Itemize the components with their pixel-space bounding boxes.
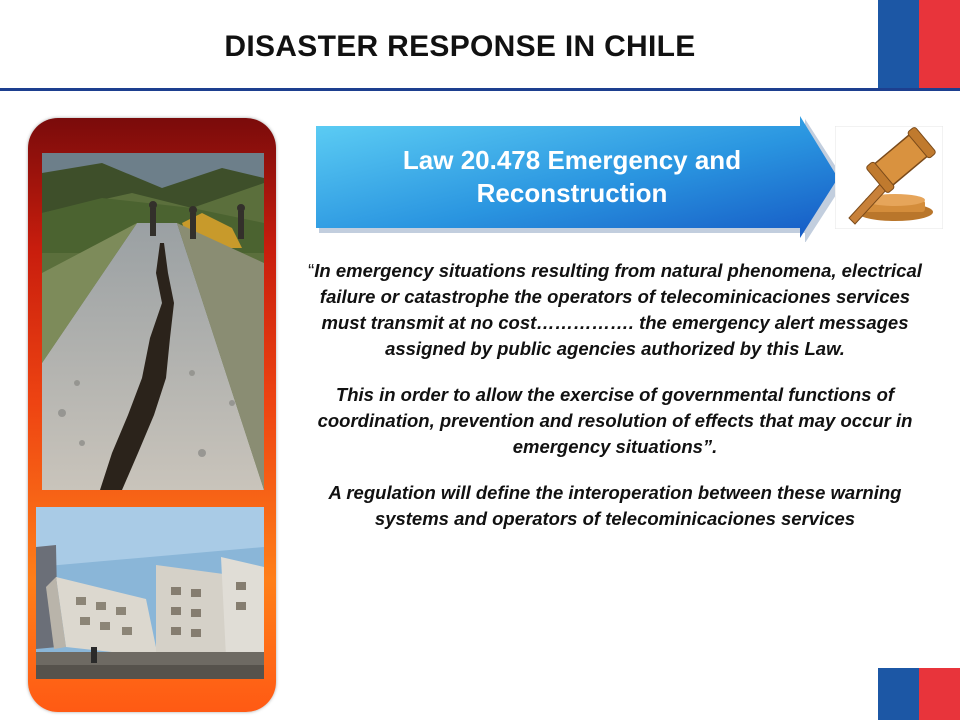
title-divider: [0, 88, 960, 91]
quote-paragraph-1-text: In emergency situations resulting from natural phenomena, electrical failure or catastrophe the operators of telecominicaciones services must transmit at no cost……………. the emergency alert messages assigned by public agencies authorized by this Law.: [314, 260, 922, 359]
law-title-line1: Law 20.478 Emergency and: [402, 145, 742, 175]
slide-title: DISASTER RESPONSE IN CHILE: [224, 30, 696, 63]
flag-blue-band: [878, 668, 919, 720]
quote-paragraph-2: This in order to allow the exercise of governmental functions of coordination, prevention and resolution of effects that may occur in emergency situations”.: [317, 384, 913, 457]
flag-red-band: [919, 0, 960, 90]
gavel-icon: [835, 126, 943, 229]
collapsed-building-photo: [36, 507, 264, 679]
quote-paragraph-3: A regulation will define the interoperation between these warning systems and operators of telecominicaciones services: [328, 482, 902, 529]
law-title: [322, 144, 822, 210]
law-quote: [300, 258, 930, 552]
chile-flag-bottom: [878, 668, 960, 720]
law-banner: [312, 114, 844, 242]
road-crack-photo: [42, 153, 264, 490]
quote-paragraph-1: [300, 258, 930, 362]
law-title-line2: Reconstruction: [476, 178, 668, 208]
quote-open-mark: “: [308, 260, 315, 281]
flag-red-band: [919, 668, 960, 720]
